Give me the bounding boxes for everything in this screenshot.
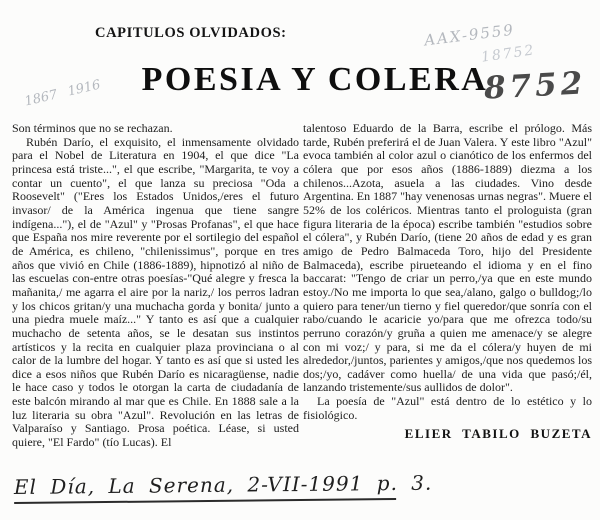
paragraph: La poesía de "Azul" está dentro de lo estético y lo fisiológico.: [303, 394, 592, 422]
article-right-column: [303, 122, 592, 441]
paragraph: talentoso Eduardo de la Barra, escribe el prólogo. Más tarde, Rubén preferirá el de Juan Valera. Y este libro "Azul" evoca también al color azul o cianótico de los enfermos del cólera que por esos años (1886-1889) diezma a los chilenos...Azota, asuela a las ciudades. Vino desde Argentina. En 1887 "hay venenosas urnas negras". Muere el 52% de los coléricos. Mientras tanto el prologuista (gran figura literaria de la época) escribe también "estudios sobre el cólera", y Rubén Darío, (tiene 20 años de edad y es gran amigo de Pedro Balmaceda Toro, hijo del Presidente Balmaceda), escribe pirueteando el idioma y en el fino baccarat: "Tengo de criar un perro,/ya que en este mundo estoy./No me importa lo que sea,/alano, galgo o bulldog;/lo quiero para tener/un tierno y fiel queredor/que sonría con el rabo/cuando le acaricie yo/para que me ofrezca todo/su perruno corazón/y gruña a quien me amenace/y se alegre con mi voz;/ y para, si me da el cólera/y huyen de mi alrededor,/juntos, parientes y amigos,/que nos quedemos los dos;/yo, cadáver como huella/ de una vida que pasó;/él, lanzando tristemente/sus aullidos de dolor".: [303, 121, 592, 395]
article-title: POESIA Y COLERA: [141, 61, 489, 98]
annotation-pencil-number: 18752: [480, 42, 537, 66]
author-signature: ELIER TABILO BUZETA: [404, 426, 592, 442]
article-left-column: [12, 122, 299, 450]
annotation-catalog-code: AAX-9559: [423, 20, 516, 50]
handwritten-source-citation: El Día, La Serena, 2-VII-1991 p. 3.: [14, 471, 396, 504]
annotation-ink-number: 8752: [483, 65, 588, 107]
section-kicker: CAPITULOS OLVIDADOS:: [95, 25, 287, 41]
paragraph: Rubén Darío, el exquisito, el inmensamente olvidado para el Nobel de Literatura en 1904, el que dice "La princesa está triste...", el que escribe, "Margarita, te voy a contar un cuento", el que lanza su preciosa "Oda a Roosevelt" ("Eres los Estados Unidos,/eres el futuro invasor/ de la América ingenua que tiene sangre indígena..."), el de "Azul" y "Prosas Profanas", el que hace que España nos mire reverente por el sortilegio del español de América, es chileno, "chilenissimus", porque en tres años que vivió en Chile (1886-1889), hipnotizó al niño de las escuelas con-entre otras poesías-"Qué alegre y fresca la mañanita,/ me agarra el aire por la nariz,/ los perros ladran y los chicos gritan/y una muchacha gorda y bonita/ junto a una piedra muele maíz..." Y tanto es así que a cualquier muchacho de setenta años, se le desatan sus instintos artísticos y la recita en cualquier plaza provinciana o al calor de la lumbre del hogar. Y tanto es así que si usted les dice a esos niños que Rubén Darío es nicaragüense, nadie le hace caso y todos le otorgan la carta de ciudadanía de este balcón mirando al mar que es Chile. En 1888 sale a la luz literaria su obra "Azul". Revolución en las letras de Valparaíso y Santiago. Prosa poética. Léase, si usted quiere, "El Fardo" (tío Lucas). El: [12, 134, 299, 450]
annotation-life-dates: 1867 1916: [23, 77, 103, 110]
paragraph: Son términos que no se rechazan.: [12, 121, 173, 135]
